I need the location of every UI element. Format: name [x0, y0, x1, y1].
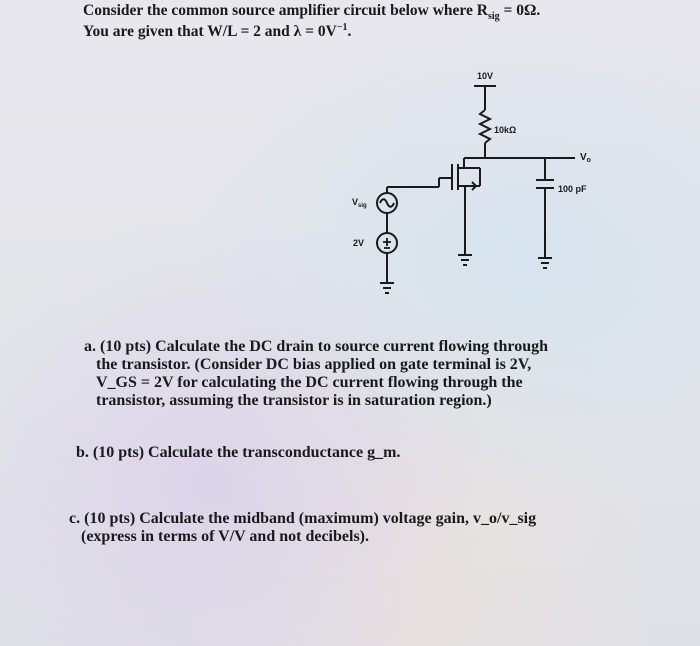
statement-text-tail: = 0Ω. [499, 2, 541, 19]
question-a-line-4: transistor, assuming the transistor is in saturation region.) [96, 392, 492, 409]
question-a-text-1: (10 pts) Calculate the DC drain to source current flowing through [100, 338, 548, 355]
question-c-line-1 [69, 510, 536, 528]
given-text-tail: . [347, 23, 352, 41]
question-c-line-2: (express in terms of V/V and not decibels). [81, 528, 369, 545]
output-voltage-label: $V_o$ [580, 152, 591, 164]
drain-resistor [480, 110, 490, 143]
resistor-value-label: 10kΩ [494, 125, 517, 135]
question-a [84, 338, 548, 410]
signal-source-label: $V_{sig}$ [352, 197, 367, 209]
question-a-line-3: V_GS = 2V for calculating the DC current flowing through the [96, 374, 523, 391]
capacitor-value-label: 100 pF [558, 184, 587, 194]
statement-text: Consider the common source amplifier circuit below where R [83, 2, 488, 19]
question-a-line-2: the transistor. (Consider DC bias applied on gate terminal is 2V, [96, 356, 532, 373]
question-c-text-1: (10 pts) Calculate the midband (maximum) voltage gain, v_o/v_sig [84, 510, 537, 527]
question-b [76, 444, 400, 462]
question-c [69, 510, 536, 546]
bias-voltage-label: 2V [353, 238, 365, 248]
question-b-text-1: (10 pts) Calculate the transconductance g_m. [92, 444, 401, 461]
question-a-line-1 [84, 338, 548, 356]
question-a-marker: a. [84, 338, 96, 355]
question-b-marker: b. [76, 444, 89, 461]
question-c-marker: c. [69, 510, 81, 527]
given-text: You are given that W/L = 2 and λ = 0V [83, 23, 337, 41]
supply-voltage-label: 10V [477, 71, 494, 81]
lambda-superscript: −1 [336, 22, 348, 33]
sine-wave-icon [380, 199, 394, 207]
question-b-line-1 [76, 444, 400, 462]
rsig-subscript: sig [487, 11, 500, 23]
